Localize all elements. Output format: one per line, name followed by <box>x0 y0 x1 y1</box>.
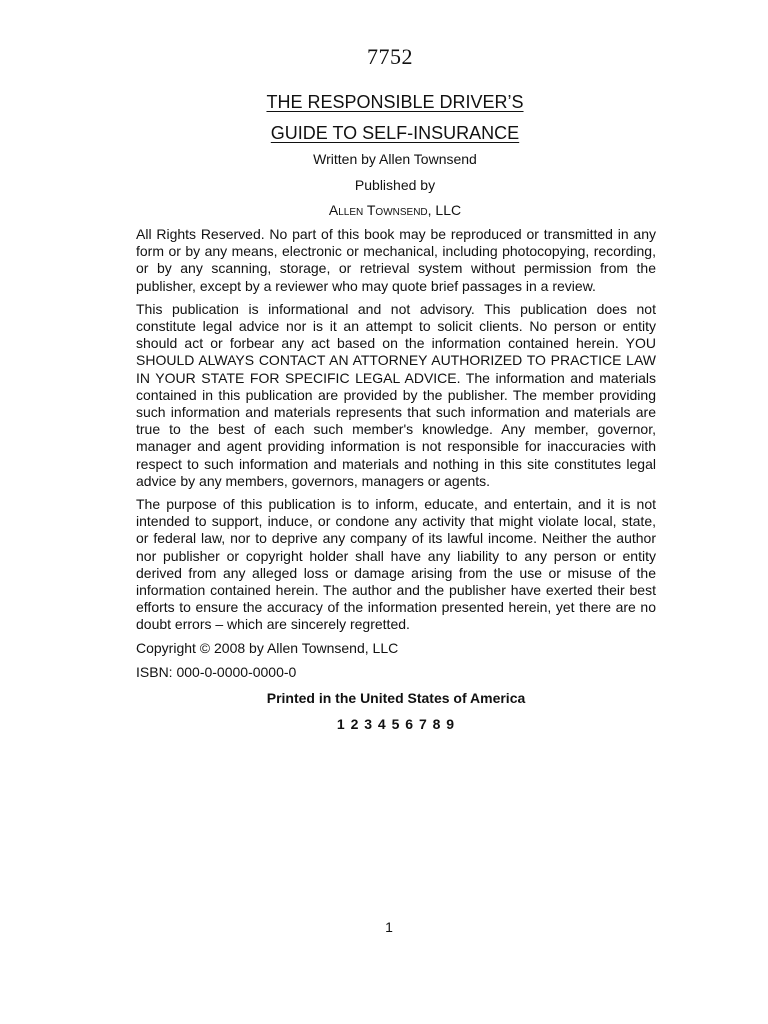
published-by-line: Published by <box>354 177 436 193</box>
title-line-2 <box>0 122 768 144</box>
disclaimer-paragraph: This publication is informational and not advisory. This publication does not constitute legal advice nor is it an attempt to solicit clients. No person or entity should act or forbear any act based on the information contained herein. YOU SHOULD ALWAYS CONTACT AN ATTORNEY AUTHORIZED TO PRACTICE LAW IN YOUR STATE FOR SPECIFIC LEGAL ADVICE. The information and materials contained in this publication are provided by the publisher. The member providing such information and materials represents that such information and materials are true to the best of each such member's knowledge. Any member, governor, manager and agent providing information is not responsible for inaccuracies with respect to such information and materials and nothing in this site constitutes legal advice by any members, governors, managers or agents. <box>136 300 656 489</box>
purpose-paragraph: The purpose of this publication is to inform, educate, and entertain, and it is not intended to support, induce, or condone any activity that might violate local, state, or federal law, nor to deprive any company of its lawful income. Neither the author nor publisher or copyright holder shall have any liability to any person or entity derived from any alleged loss or damage arising from the use or misuse of the information contained herein. The author and the publisher have exerted their best efforts to ensure the accuracy of the information presented herein, yet there are no doubt errors – which are sincerely regretted. <box>136 496 656 633</box>
page-number: 1 <box>385 919 393 935</box>
title-line-1 <box>0 91 768 113</box>
author-line: Written by Allen Townsend <box>313 151 477 167</box>
publisher-name: Allen Townsend, LLC <box>328 202 462 218</box>
title-line-1-text: THE RESPONSIBLE DRIVER’S <box>266 92 524 112</box>
printed-in-line: Printed in the United States of America <box>266 689 526 706</box>
legal-notice-body <box>136 226 656 733</box>
rights-reserved-paragraph: All Rights Reserved. No part of this book may be reproduced or transmitted in any form or by any means, electronic or mechanical, including photocopying, recording, or by any scanning, storage, or retrieval system without permission from the publisher, except by a reviewer who may quote brief passages in a review. <box>136 226 656 294</box>
copyright-line: Copyright © 2008 by Allen Townsend, LLC <box>136 639 399 656</box>
document-number: 7752 <box>367 44 413 69</box>
isbn-line: ISBN: 000-0-0000-0000-0 <box>136 663 297 680</box>
print-number-line: 1 2 3 4 5 6 7 8 9 <box>336 715 456 732</box>
title-line-2-text: GUIDE TO SELF-INSURANCE <box>270 123 520 143</box>
